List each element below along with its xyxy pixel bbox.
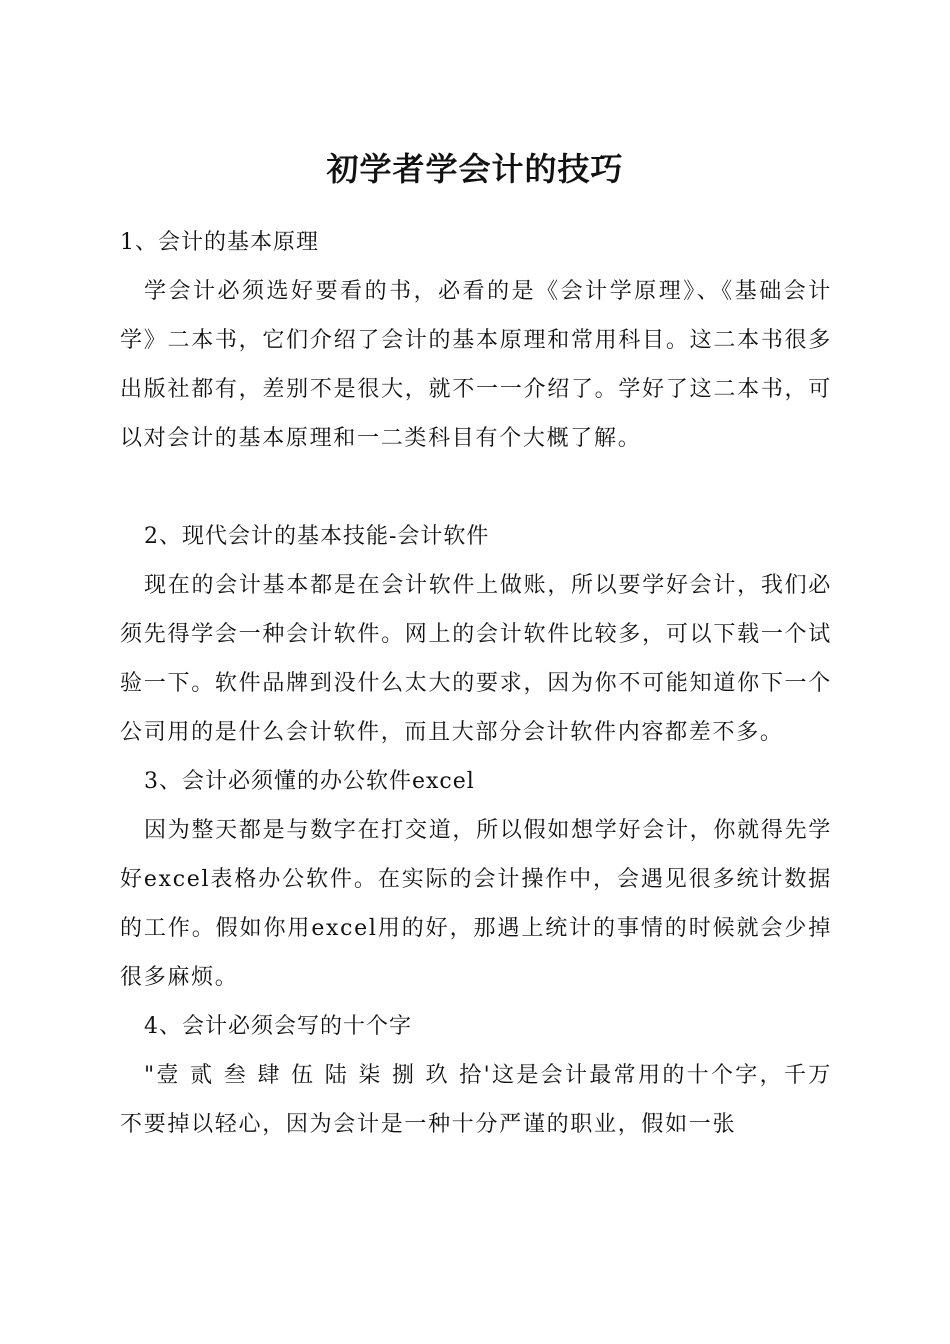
paragraph-spacer xyxy=(120,463,832,512)
section-heading-1: 1、会计的基本原理 xyxy=(120,230,319,255)
section-paragraph-3: 因为整天都是与数字在打交道，所以假如想学好会计，你就得先学好excel表格办公软件。在实际的会计操作中，会遇见很多统计数据的工作。假如你用excel用的好，那遇上统计的事情的时候就会少掉很多麻烦。 xyxy=(120,818,832,990)
section-paragraph-2: 现在的会计基本都是在会计软件上做账，所以要学好会计，我们必须先得学会一种会计软件。网上的会计软件比较多，可以下载一个试验一下。软件品牌到没什么太大的要求，因为你不可能知道你下一个公司用的是什么会计软件，而且大部分会计软件内容都差不多。 xyxy=(120,573,832,745)
document-body xyxy=(120,218,832,1149)
document-title: 初学者学会计的技巧 xyxy=(326,150,624,188)
section-heading-2: 2、现代会计的基本技能-会计软件 xyxy=(144,524,490,549)
section-heading-3: 3、会计必须懂的办公软件excel xyxy=(144,769,475,794)
section-heading-4: 4、会计必须会写的十个字 xyxy=(144,1014,412,1039)
section-paragraph-4: "壹 贰 叁 肆 伍 陆 柒 捌 玖 拾'这是会计最常用的十个字，千万不要掉以轻心，因为会计是一种十分严谨的职业，假如一张 xyxy=(120,1063,832,1137)
section-paragraph-1: 学会计必须选好要看的书，必看的是《会计学原理》、《基础会计学》二本书，它们介绍了会计的基本原理和常用科目。这二本书很多出版社都有，差别不是很大，就不一一介绍了。学好了这二本书，可以对会计的基本原理和一二类科目有个大概了解。 xyxy=(120,279,832,451)
